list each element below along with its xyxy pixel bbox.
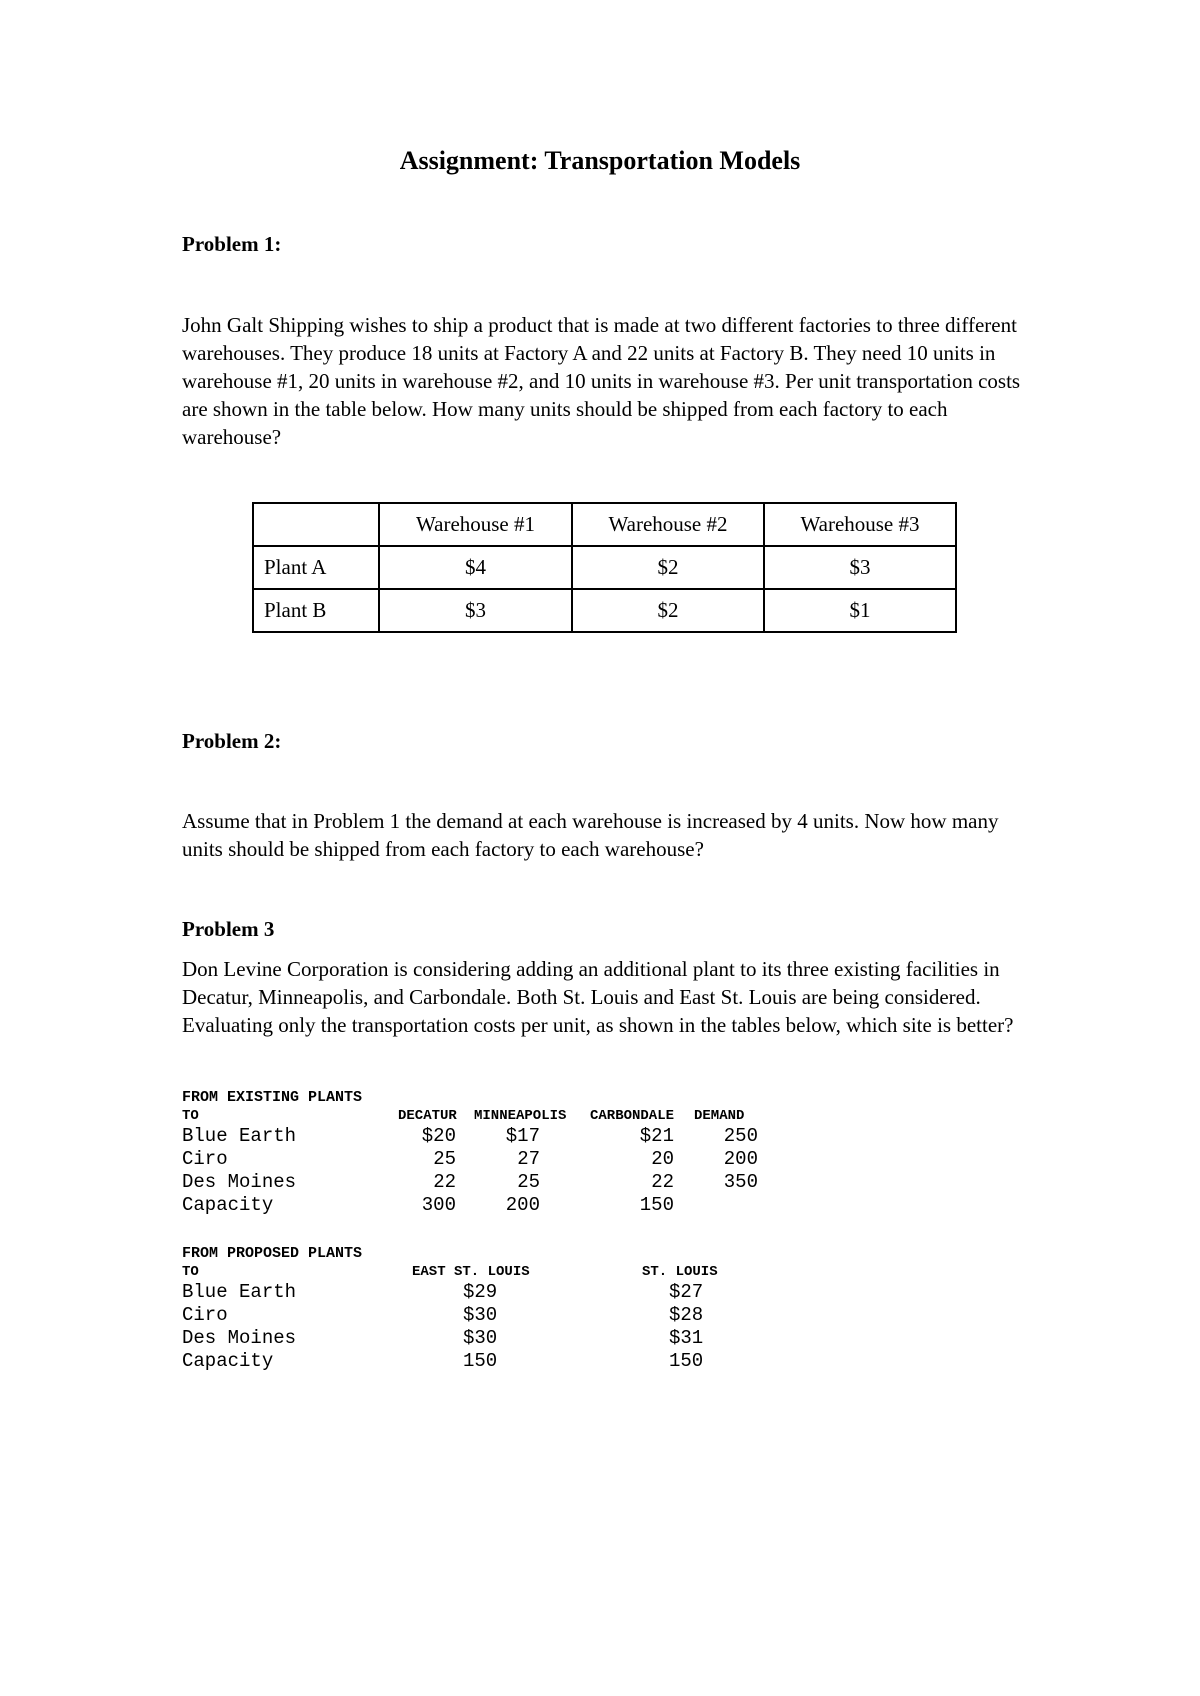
table-cell: Plant A <box>253 546 379 589</box>
table-cell: Plant B <box>253 589 379 632</box>
table-cell: $30 <box>463 1327 498 1349</box>
warehouse-cost-table <box>252 502 957 633</box>
page-title: Assignment: Transportation Models <box>399 146 801 175</box>
table-cell: Capacity <box>182 1350 274 1372</box>
table-cell: 150 <box>463 1350 498 1372</box>
table-header-cell <box>253 503 379 546</box>
table-cell: $31 <box>669 1327 704 1349</box>
table-cell: 22 <box>433 1171 456 1193</box>
table-cell: 200 <box>723 1148 758 1170</box>
table-row <box>182 1327 742 1350</box>
table-cell: $2 <box>572 546 764 589</box>
table-header-row <box>182 1263 742 1281</box>
table-row <box>182 1171 774 1194</box>
problem3-text: Don Levine Corporation is considering adding an additional plant to its three existing facilities in Decatur, Minneapolis, and Carbondale. Both St. Louis and East St. Louis are being considered. Evaluating only the transportation costs per unit, as shown in the tables below, which site is better? <box>182 957 1014 1037</box>
table-row <box>182 1281 742 1304</box>
existing-plants-title: FROM EXISTING PLANTS <box>182 1089 363 1106</box>
table-row <box>182 1194 774 1217</box>
table-cell: 150 <box>639 1194 674 1216</box>
table-cell: 27 <box>517 1148 540 1170</box>
problem2-heading: Problem 2: <box>182 729 282 753</box>
table-cell: Des Moines <box>182 1327 297 1349</box>
table-cell: 25 <box>433 1148 456 1170</box>
table-cell: 350 <box>723 1171 758 1193</box>
table-header-cell: Warehouse #2 <box>572 503 764 546</box>
table-header-cell: MINNEAPOLIS <box>474 1108 567 1124</box>
table-row <box>182 1125 774 1148</box>
problem3-heading: Problem 3 <box>182 917 275 941</box>
table-cell: 22 <box>651 1171 674 1193</box>
table-cell: $29 <box>463 1281 498 1303</box>
table-cell: Capacity <box>182 1194 274 1216</box>
table-header-cell: Warehouse #3 <box>764 503 956 546</box>
table-row <box>182 1148 774 1171</box>
table-cell: $3 <box>764 546 956 589</box>
table-cell: $27 <box>669 1281 704 1303</box>
table-cell: 25 <box>517 1171 540 1193</box>
table-cell: 150 <box>669 1350 704 1372</box>
table-row <box>253 589 956 632</box>
existing-plants-table <box>182 1089 774 1217</box>
proposed-plants-title: FROM PROPOSED PLANTS <box>182 1245 363 1262</box>
table-cell: $17 <box>505 1125 540 1147</box>
table-cell: 250 <box>723 1125 758 1147</box>
table-header-cell: DECATUR <box>398 1108 457 1124</box>
table-cell: Blue Earth <box>182 1125 297 1147</box>
table-cell: 200 <box>505 1194 540 1216</box>
table-header-cell: DEMAND <box>694 1108 745 1124</box>
table-cell: Ciro <box>182 1304 228 1326</box>
problem2-text: Assume that in Problem 1 the demand at each warehouse is increased by 4 units. Now how many units should be shipped from each factory to each warehouse? <box>182 809 999 861</box>
table-header-cell: EAST ST. LOUIS <box>412 1264 530 1280</box>
proposed-plants-table <box>182 1245 742 1373</box>
table-header-row <box>182 1107 774 1125</box>
table-cell: 300 <box>421 1194 456 1216</box>
table-header-cell: TO <box>182 1108 199 1124</box>
table-row <box>182 1304 742 1327</box>
table-cell: $1 <box>764 589 956 632</box>
table-cell: $28 <box>669 1304 704 1326</box>
table-header-cell: ST. LOUIS <box>642 1264 718 1280</box>
table-cell: Des Moines <box>182 1171 297 1193</box>
table-cell: Blue Earth <box>182 1281 297 1303</box>
table-header-cell: TO <box>182 1264 199 1280</box>
table-header-row <box>253 503 956 546</box>
table-row <box>182 1350 742 1373</box>
table-cell: 20 <box>651 1148 674 1170</box>
table-header-cell: Warehouse #1 <box>379 503 572 546</box>
table-row <box>253 546 956 589</box>
table-cell: $4 <box>379 546 572 589</box>
problem1-heading: Problem 1: <box>182 232 282 256</box>
table-header-cell: CARBONDALE <box>590 1108 675 1124</box>
table-cell: Ciro <box>182 1148 228 1170</box>
table-cell: $20 <box>421 1125 456 1147</box>
table-cell <box>694 1194 774 1217</box>
table-cell: $21 <box>639 1125 674 1147</box>
table-cell: $3 <box>379 589 572 632</box>
problem1-text: John Galt Shipping wishes to ship a product that is made at two different factories to three different warehouses. They produce 18 units at Factory A and 22 units at Factory B. They need 10 units in warehouse #1, 20 units in warehouse #2, and 10 units in warehouse #3. Per unit transportation costs are shown in the table below. How many units should be shipped from each factory to each warehouse? <box>182 313 1021 449</box>
table-cell: $30 <box>463 1304 498 1326</box>
table-cell: $2 <box>572 589 764 632</box>
